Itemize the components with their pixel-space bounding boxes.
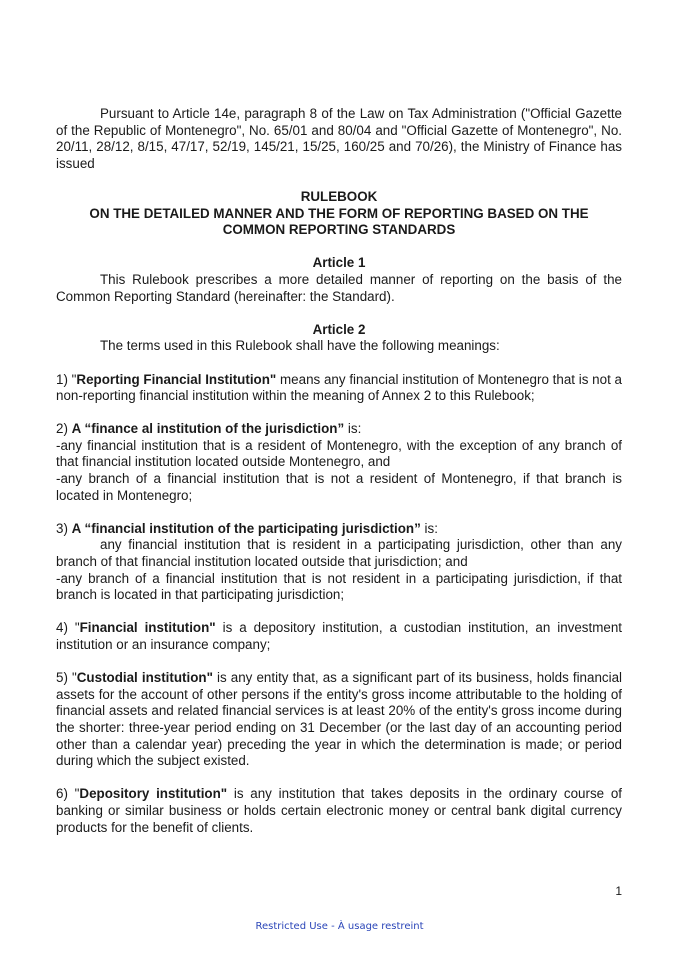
definition-5-text: is any entity that, as a significant part of its business, holds financial assets for the account of other persons if the entity's gross income attributable to the holding of financial assets and related financial services is at least 20% of the entity's gross income during the shorter: three-year period ending on 31 December (or the last day of an accounting period other than a calendar year) preceding the year in which the determination is made; or period during which the subject existed. <box>56 670 622 769</box>
definition-5-prefix: 5) " <box>56 670 77 686</box>
definition-2-item-1: -any financial institution that is a resident of Montenegro, with the exception of any branch of that financial institution located outside Montenegro, and <box>56 437 622 470</box>
article-1-heading: Article 1 <box>312 255 366 271</box>
definition-1-term: Reporting Financial Institution" <box>76 371 277 387</box>
definition-3-prefix: 3) <box>56 520 72 536</box>
definition-5 <box>56 670 622 770</box>
definition-3-item-1: any financial institution that is resident in a participating jurisdiction, other than any branch of that financial institution located outside that jurisdiction; and <box>56 537 622 570</box>
definition-1-text: means any financial institution of Montenegro that is not a non-reporting financial institution within the meaning of Annex 2 to this Rulebook; <box>56 371 622 404</box>
definition-6 <box>56 786 622 836</box>
page-number: 1 <box>615 884 622 898</box>
definition-5-term: Custodial institution" <box>76 670 213 686</box>
article-2-intro: The terms used in this Rulebook shall have the following meanings: <box>100 338 500 354</box>
definition-2-item-2: -any branch of a financial institution that is not a resident of Montenegro, if that branch is located in Montenegro; <box>56 471 622 503</box>
definition-2-term: A “finance al institution of the jurisdiction” <box>71 421 345 437</box>
article-1-text: This Rulebook prescribes a more detailed manner of reporting on the basis of the Common Reporting Standard (hereinafter: the Standard). <box>56 271 622 304</box>
definition-6-term: Depository institution" <box>79 786 228 802</box>
definition-1 <box>56 372 622 405</box>
definition-6-prefix: 6) " <box>56 786 80 802</box>
document-body <box>56 106 622 836</box>
definition-6-text: is any institution that takes deposits in the ordinary course of banking or similar business or holds certain electronic money or central bank digital currency products for the benefit of clients. <box>56 786 623 835</box>
definition-4 <box>56 620 622 653</box>
definition-4-term: Financial institution" <box>79 620 216 636</box>
definition-4-text: is a depository institution, a custodian institution, an investment institution or an insurance company; <box>56 620 622 652</box>
title-line-1: RULEBOOK <box>300 188 378 204</box>
definition-2-prefix: 2) <box>56 421 72 437</box>
definition-3 <box>56 521 622 538</box>
definition-2 <box>56 421 622 438</box>
definition-1-prefix: 1) " <box>56 371 77 387</box>
definition-3-term: A “financial institution of the participating jurisdiction” <box>71 520 421 536</box>
definition-3-text: is: <box>420 520 438 536</box>
preamble: Pursuant to Article 14e, paragraph 8 of the Law on Tax Administration ("Official Gazette of the Republic of Montenegro", No. 65/01 and 80/04 and "Official Gazette of Montenegro", No. 20/11, 28/12, 8/15, 47/17, 52/19, 145/21, 15/25, 160/25 and 70/26), the Ministry of Finance has issued <box>56 106 622 171</box>
title-line-2: ON THE DETAILED MANNER AND THE FORM OF REPORTING BASED ON THE COMMON REPORTING STANDARDS <box>89 205 589 238</box>
definition-2-text: is: <box>344 421 362 437</box>
footer-classification: Restricted Use - À usage restreint <box>255 921 424 932</box>
definition-3-item-2: -any branch of a financial institution that is not resident in a participating jurisdiction, if that branch is located in that participating jurisdiction; <box>56 570 622 603</box>
article-2-heading: Article 2 <box>312 321 366 337</box>
definition-4-prefix: 4) " <box>56 620 80 636</box>
